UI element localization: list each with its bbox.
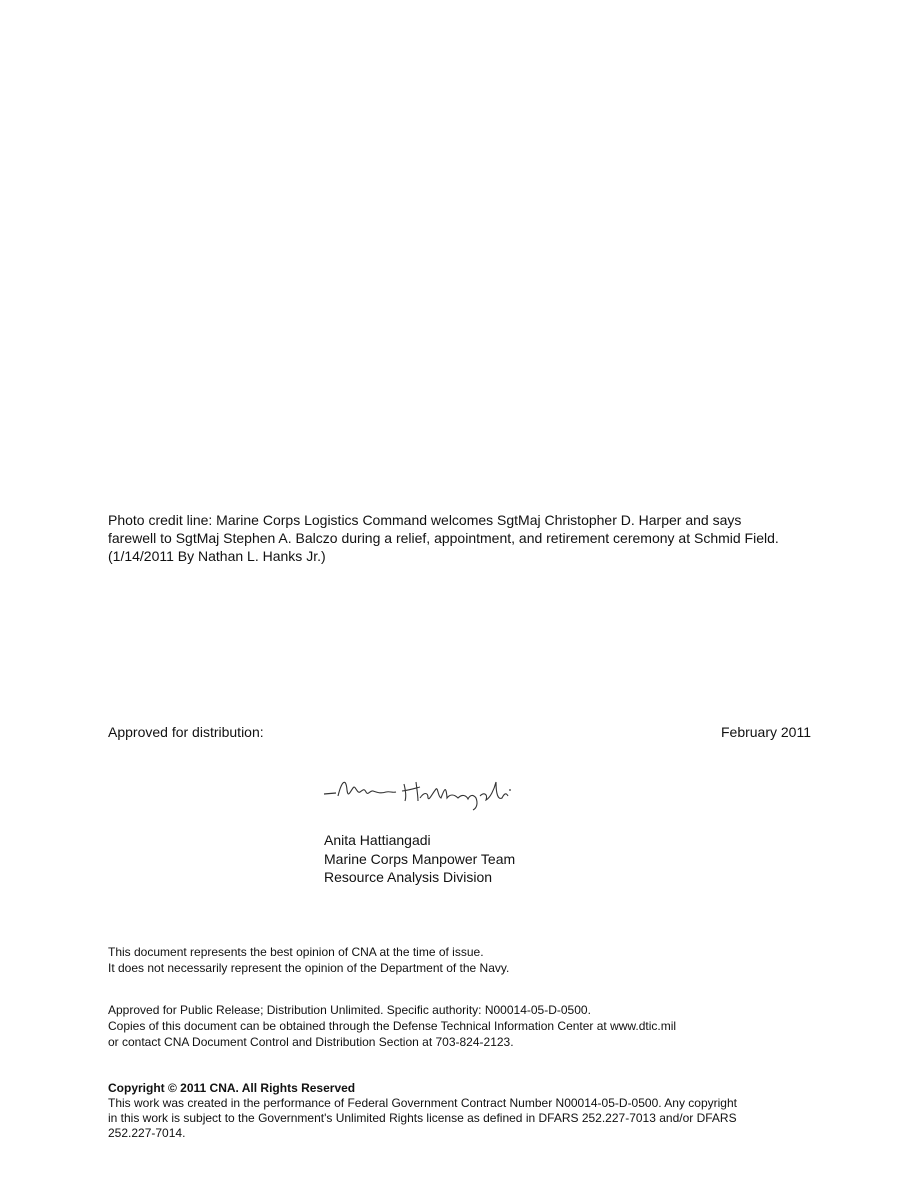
- approval-row: [108, 723, 811, 741]
- photo-credit-line: farewell to SgtMaj Stephen A. Balczo during a relief, appointment, and retirement ceremony at Schmid Field.: [108, 530, 779, 546]
- approval-label: Approved for distribution:: [108, 724, 264, 740]
- release-statement: [108, 1002, 676, 1050]
- copyright-heading: Copyright © 2011 CNA. All Rights Reserved: [108, 1081, 356, 1095]
- signature-scrawl: [320, 770, 520, 814]
- signer-team: Marine Corps Manpower Team: [324, 850, 516, 867]
- release-line: Copies of this document can be obtained through the Defense Technical Information Center at www.dtic.mil: [108, 1019, 677, 1033]
- disclaimer-line: It does not necessarily represent the opinion of the Department of the Navy.: [108, 961, 510, 975]
- approval-date: February 2011: [720, 724, 811, 740]
- signature-image: [320, 770, 520, 814]
- copyright-line: in this work is subject to the Government's Unlimited Rights license as defined in DFARS 252.227-7013 and/or DFARS: [108, 1111, 737, 1125]
- copyright-line: This work was created in the performance of Federal Government Contract Number N00014-05-D-0500. Any copyright: [108, 1096, 737, 1110]
- photo-credit: [108, 511, 820, 565]
- copyright-line: 252.227-7014.: [108, 1126, 186, 1140]
- disclaimer: [108, 944, 509, 976]
- copyright-notice: [108, 1081, 820, 1141]
- photo-credit-line: (1/14/2011 By Nathan L. Hanks Jr.): [108, 548, 326, 564]
- photo-credit-line: Photo credit line: Marine Corps Logistics Command welcomes SgtMaj Christopher D. Harper and says: [108, 512, 742, 528]
- signer-name: Anita Hattiangadi: [324, 832, 431, 848]
- disclaimer-line: This document represents the best opinion of CNA at the time of issue.: [108, 945, 484, 959]
- release-line: Approved for Public Release; Distribution Unlimited. Specific authority: N00014-05-D-0500.: [108, 1003, 591, 1017]
- release-line: or contact CNA Document Control and Distribution Section at 703-824-2123.: [108, 1035, 514, 1049]
- signer-block: [324, 831, 515, 887]
- signer-division: Resource Analysis Division: [324, 869, 493, 885]
